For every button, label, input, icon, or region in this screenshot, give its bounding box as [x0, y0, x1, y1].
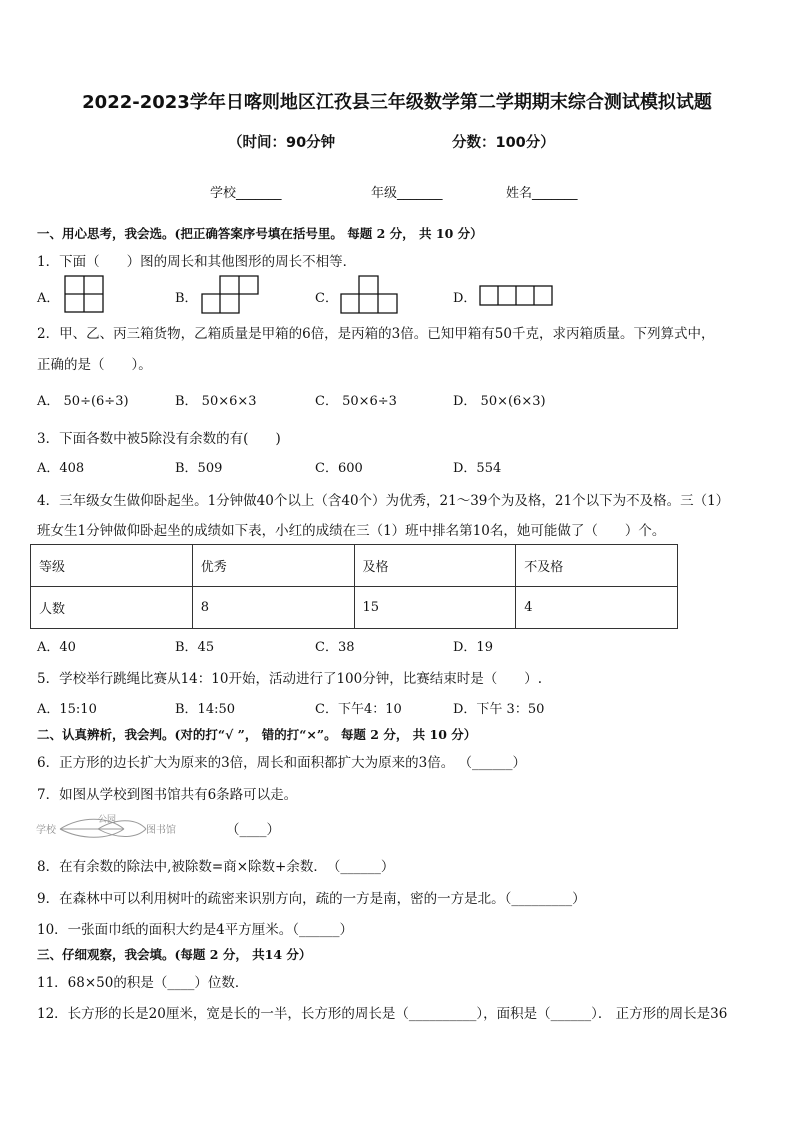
- question-8: 8．在有余数的除法中,被除数=商×除数+余数． （______）: [37, 859, 395, 875]
- table-header-cell: 等级: [31, 545, 193, 587]
- table-cell: 8: [192, 587, 354, 629]
- section-2-heading: 二、认真辨析，我会判。(对的打“√ ”， 错的打“×”。 每题 2 分， 共 10 分）: [37, 727, 477, 742]
- q4-option-a: A．40: [37, 640, 76, 655]
- q3-option-c: C．600: [315, 461, 363, 476]
- q1-figure-a: [64, 275, 104, 313]
- q7-route-diagram: [36, 812, 186, 840]
- q5-option-a: A．15:10: [37, 702, 97, 717]
- school-field: 学校_______: [210, 186, 282, 201]
- table-header-cell: 及格: [354, 545, 516, 587]
- q4-option-b: B．45: [175, 640, 215, 655]
- q1-figure-c: [340, 275, 398, 315]
- q1-option-a: A．: [37, 291, 60, 306]
- name-field: 姓名_______: [506, 186, 578, 201]
- q7-label-library: 图书馆: [146, 825, 176, 836]
- q1-figure-d: [479, 285, 553, 306]
- q7-label-park: 公园: [98, 815, 117, 825]
- table-cell: 15: [354, 587, 516, 629]
- q2-option-b: B． 50×6×3: [175, 394, 257, 409]
- exam-time: （时间：90分钟: [228, 135, 336, 151]
- question-10: 10．一张面巾纸的面积大约是4平方厘米。（______）: [37, 922, 354, 938]
- section-3-heading: 三、仔细观察，我会填。(每题 2 分， 共14 分）: [37, 947, 312, 962]
- q4-option-d: D．19: [453, 640, 493, 655]
- table-cell: 4: [516, 587, 678, 629]
- q2-option-c: C． 50×6÷3: [315, 394, 397, 409]
- table-header-cell: 不及格: [516, 545, 678, 587]
- q2-option-d: D． 50×(6×3): [453, 394, 546, 409]
- exam-score: 分数：100分）: [452, 135, 555, 151]
- question-2-line-2: 正确的是（ ）。: [37, 357, 152, 373]
- q7-answer-blank: （____）: [226, 822, 280, 838]
- grade-field: 年级_______: [371, 186, 443, 201]
- section-1-heading: 一、用心思考，我会选。(把正确答案序号填在括号里。 每题 2 分， 共 10 分）: [37, 226, 483, 241]
- q5-option-d: D．下午 3：50: [453, 702, 545, 717]
- q1-option-c: C．: [315, 291, 338, 306]
- q3-option-d: D．554: [453, 461, 502, 476]
- question-5: 5．学校举行跳绳比赛从14：10开始，活动进行了100分钟，比赛结束时是（ ）.: [37, 671, 543, 687]
- question-6: 6．正方形的边长扩大为原来的3倍，周长和面积都扩大为原来的3倍。 （______）: [37, 755, 527, 771]
- question-1: 1．下面（ ）图的周长和其他图形的周长不相等．: [37, 254, 357, 270]
- q3-option-a: A．408: [37, 461, 85, 476]
- q3-option-b: B．509: [175, 461, 223, 476]
- question-11: 11．68×50的积是（____）位数．: [37, 975, 249, 991]
- question-12: 12．长方形的长是20厘米，宽是长的一半，长方形的周长是（__________），面积是（______）． 正方形的周长是36: [37, 1006, 728, 1022]
- page-title: 2022-2023学年日喀则地区江孜县三年级数学第二学期期末综合测试模拟试题: [82, 92, 712, 113]
- question-2-line-1: 2．甲、乙、丙三箱货物，乙箱质量是甲箱的6倍，是丙箱的3倍。已知甲箱有50千克，求丙箱质量。下列算式中，: [37, 326, 715, 342]
- q7-label-school: 学校: [36, 825, 56, 836]
- q1-figure-b: [201, 275, 259, 315]
- question-7: 7．如图从学校到图书馆共有6条路可以走。: [37, 787, 298, 803]
- q5-option-c: C．下午4：10: [315, 702, 402, 717]
- question-4-line-1: 4．三年级女生做仰卧起坐。1分钟做40个以上（含40个）为优秀，21～39个为及格，21个以下为不及格。三（1）: [37, 493, 730, 509]
- question-3: 3．下面各数中被5除没有余数的有( ): [37, 431, 281, 447]
- table-row: [31, 587, 678, 629]
- q1-option-d: D．: [453, 291, 477, 306]
- table-header-cell: 优秀: [192, 545, 354, 587]
- q5-option-b: B．14:50: [175, 702, 236, 717]
- question-4-line-2: 班女生1分钟做仰卧起坐的成绩如下表，小红的成绩在三（1）班中排名第10名，她可能做了（ ）个。: [37, 523, 666, 539]
- q2-option-a: A． 50÷(6÷3): [37, 394, 129, 409]
- q1-option-b: B．: [175, 291, 198, 306]
- grade-table: [30, 544, 678, 629]
- table-cell: 人数: [31, 587, 193, 629]
- q4-option-c: C．38: [315, 640, 355, 655]
- table-row: [31, 545, 678, 587]
- question-9: 9．在森林中可以利用树叶的疏密来识别方向，疏的一方是南，密的一方是北。（_________）: [37, 891, 586, 907]
